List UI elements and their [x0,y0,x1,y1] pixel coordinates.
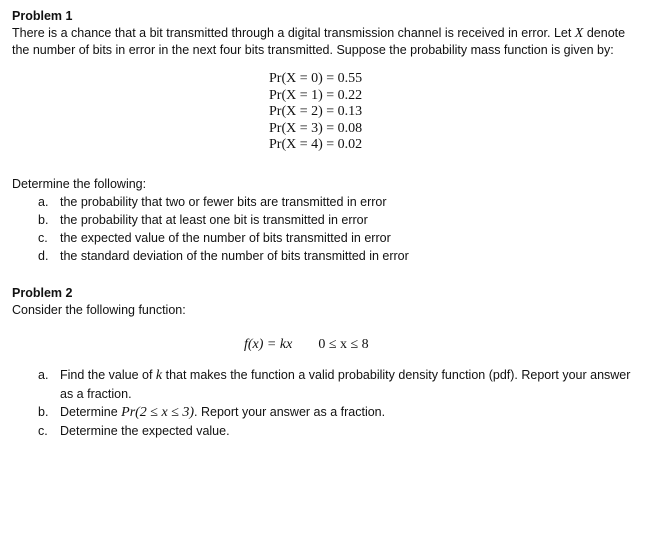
problem1-intro [12,25,640,59]
pmf-row: Pr(X = 2) = 0.13 [269,104,363,119]
problem1-intro-text-2: denote the number of bits in error in the next four bits transmitted. Suppose the probability mass function is given by: [12,26,626,57]
list-item [12,247,640,265]
function-expression: f(x) = kx [244,336,293,352]
list-item-text: Determine [60,404,122,419]
problem1-list [12,193,640,265]
list-item [12,422,640,440]
function-domain: 0 ≤ x ≤ 8 [318,336,369,352]
document [12,8,640,440]
list-item-text: that makes the function a valid probability density function (pdf). Report your answer as a fraction. [60,367,631,401]
list-item [12,229,640,247]
pmf-row: Pr(X = 1) = 0.22 [269,87,363,103]
list-marker: d. [38,248,49,263]
list-item [12,366,640,403]
pmf-row: Pr(X = 4) = 0.02 [269,137,363,152]
list-item [12,193,640,211]
problem2-title: Problem 2 [12,285,73,300]
list-item-math: Pr(2 ≤ x ≤ 3) [121,404,195,420]
list-item [12,211,640,229]
list-item-text: Find the value of [60,367,156,382]
list-marker: b. [38,404,49,419]
list-item [12,403,640,422]
problem1-intro-variable: X [574,26,584,41]
list-item-text: the probability that at least one bit is transmitted in error [60,212,368,227]
list-item-text: the standard deviation of the number of bits transmitted in error [60,248,409,263]
list-item-text: Determine the expected value. [60,423,230,438]
list-marker: b. [38,212,49,227]
function-definition [244,319,640,366]
list-item-text: . Report your answer as a fraction. [194,404,386,419]
problem2-intro: Consider the following function: [12,302,186,317]
determine-heading: Determine the following: [12,176,147,191]
problem1-title: Problem 1 [12,9,73,23]
list-marker: c. [38,423,48,438]
problem2-list [12,366,640,440]
list-marker: c. [38,230,48,245]
list-marker: a. [38,194,49,209]
pmf-equations [269,59,640,154]
list-item-variable: k [155,367,163,383]
list-item-text: the probability that two or fewer bits are transmitted in error [60,194,387,209]
pmf-row: Pr(X = 3) = 0.08 [269,120,363,136]
pmf-row: Pr(X = 0) = 0.55 [269,71,363,86]
list-item-text: the expected value of the number of bits transmitted in error [60,230,391,245]
list-marker: a. [38,367,49,382]
problem1-intro-text-1: There is a chance that a bit transmitted through a digital transmission channel is received in error. Let [12,26,575,40]
